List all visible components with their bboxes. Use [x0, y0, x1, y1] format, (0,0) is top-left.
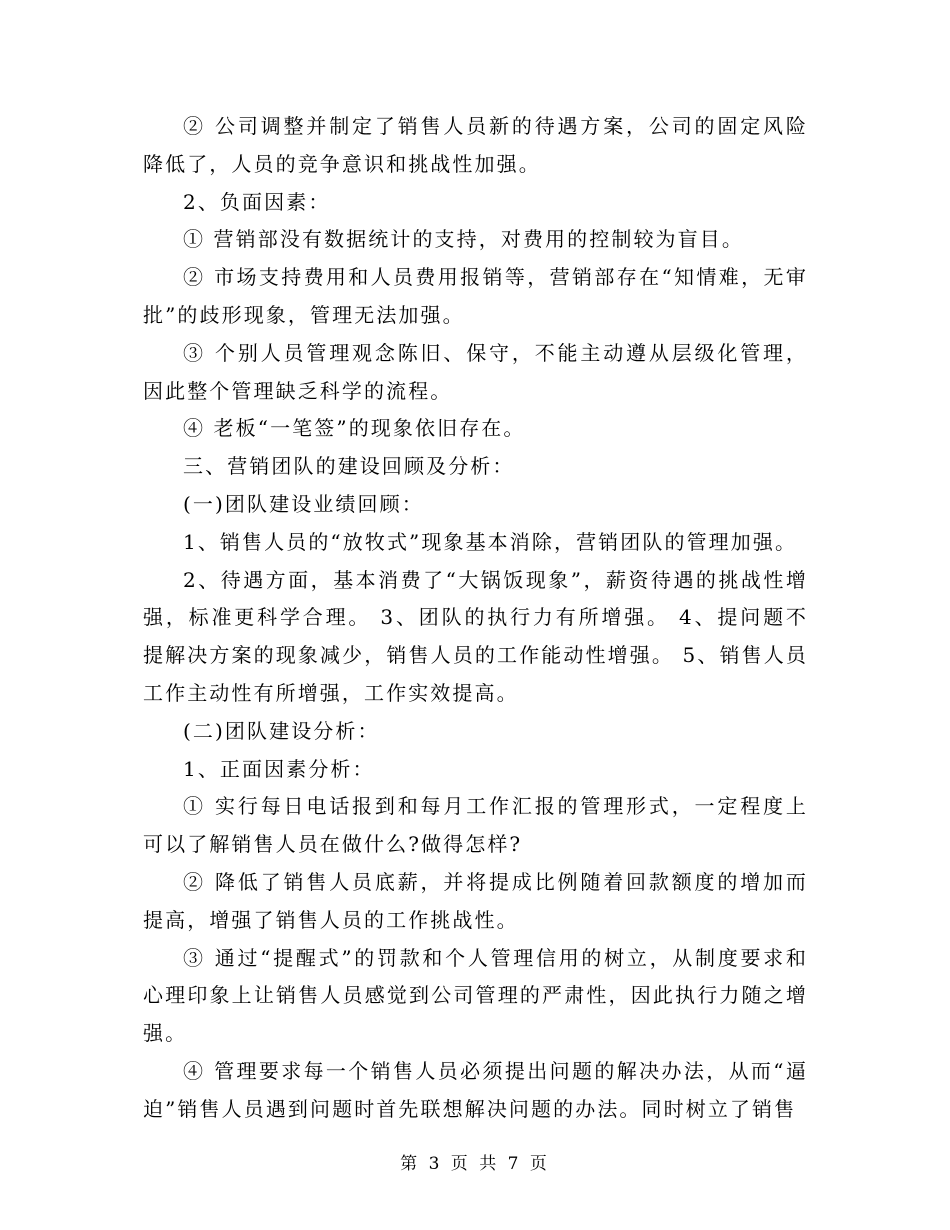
- paragraph: ① 实行每日电话报到和每月工作汇报的管理形式，一定程度上可以了解销售人员在做什么?做得怎样?: [143, 794, 808, 857]
- paragraph: 1、销售人员的“放牧式”现象基本消除，营销团队的管理加强。: [183, 529, 798, 554]
- document-body: [143, 108, 808, 1129]
- subsection-heading: (二)团队建设分析：: [183, 718, 380, 743]
- section-heading: 三、营销团队的建设回顾及分析：: [183, 454, 515, 479]
- subsection-heading: (一)团队建设业绩回顾：: [183, 491, 424, 516]
- paragraph: ② 公司调整并制定了销售人员新的待遇方案，公司的固定风险降低了，人员的竞争意识和挑战性加强。: [143, 114, 808, 176]
- paragraph: ① 营销部没有数据统计的支持，对费用的控制较为盲目。: [183, 227, 744, 252]
- section-heading: 1、正面因素分析：: [183, 756, 375, 781]
- paragraph: ③ 通过“提醒式”的罚款和个人管理信用的树立，从制度要求和心理印象上让销售人员感觉到公司管理的严肃性，因此执行力随之增强。: [143, 945, 808, 1046]
- paragraph: ③ 个别人员管理观念陈旧、保守，不能主动遵从层级化管理，因此整个管理缺乏科学的流程。: [143, 340, 808, 403]
- paragraph: 2、待遇方面，基本消费了“大锅饭现象”，薪资待遇的挑战性增强，标准更科学合理。 3、团队的执行力有所增强。 4、提问题不提解决方案的现象减少，销售人员的工作能动性增强。 5、销售人员工作主动性有所增强，工作实效提高。: [143, 567, 808, 705]
- paragraph: ④ 管理要求每一个销售人员必须提出问题的解决办法，从而“逼迫”销售人员遇到问题时首先联想解决问题的办法。同时树立了销售: [143, 1058, 808, 1121]
- section-heading: 2、负面因素：: [183, 189, 331, 214]
- paragraph: ② 市场支持费用和人员费用报销等，营销部存在“知情难，无审批”的歧形现象，管理无法加强。: [143, 265, 808, 327]
- page-number-footer: 第 3 页 共 7 页: [400, 1154, 550, 1174]
- paragraph: ④ 老板“一笔签”的现象依旧存在。: [183, 416, 526, 441]
- paragraph: ② 降低了销售人员底薪，并将提成比例随着回款额度的增加而提高，增强了销售人员的工作挑战性。: [143, 869, 808, 932]
